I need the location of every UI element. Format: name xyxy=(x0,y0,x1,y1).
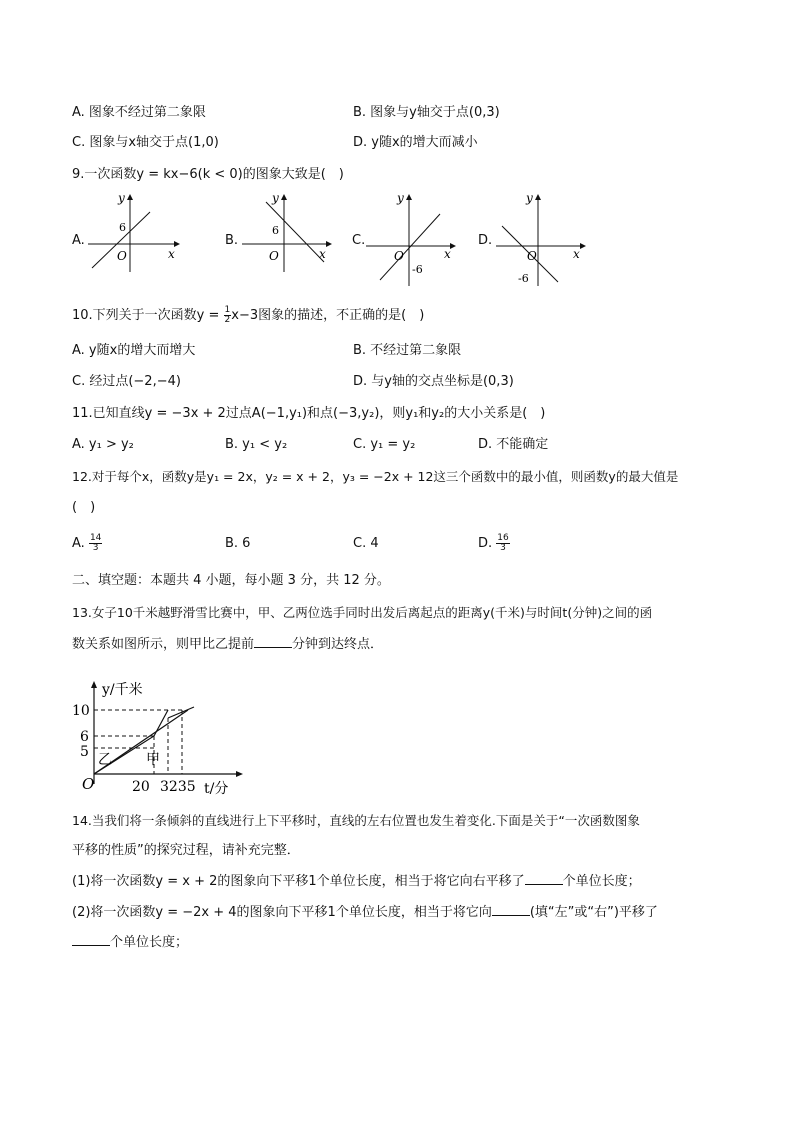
q13-xtick-3235: 3235 xyxy=(160,779,196,795)
q14-part2-cont xyxy=(72,933,188,952)
q9-stem: 9.一次函数y = kx−6(k < 0)的图象大致是( ) xyxy=(72,167,344,182)
q10-frac-den: 2 xyxy=(224,315,231,325)
q9b-o: O xyxy=(269,249,279,263)
q9-graph-b xyxy=(238,192,333,272)
q10-stem-pre: 10.下列关于一次函数y = xyxy=(72,308,220,323)
q11-option-a: A. y₁ > y₂ xyxy=(72,437,134,452)
q12-d-label: D. xyxy=(478,536,493,551)
q11-stem: 11.已知直线y = −3x + 2过点A(−1,y₁)和点(−3,y₂)，则y₁和y₂的大小关系是( ) xyxy=(72,406,546,421)
q9c-o: O xyxy=(394,249,404,263)
q14-line1: 14.当我们将一条倾斜的直线进行上下平移时，直线的左右位置也发生着变化.下面是关于“一次函数图象 xyxy=(72,813,640,828)
q9d-x: x xyxy=(573,247,580,261)
q14-line2: 平移的性质”的探究过程，请补充完整． xyxy=(72,843,300,858)
q9c-neg-six: -6 xyxy=(412,263,423,276)
q9b-y: y xyxy=(272,192,279,205)
q9a-x: x xyxy=(168,247,175,261)
q9d-neg-six: -6 xyxy=(518,272,529,285)
q12-d-fraction xyxy=(496,534,509,553)
q14-part2 xyxy=(72,903,658,922)
q11-option-c: C. y₁ = y₂ xyxy=(353,437,416,452)
q13-label-yi: 乙 xyxy=(98,752,112,768)
q8-option-a: A. 图象不经过第二象限 xyxy=(72,105,206,120)
q14-part2-blank-units xyxy=(72,933,110,946)
q10-frac-num: 1 xyxy=(224,305,231,315)
q11-option-b: B. y₁ < y₂ xyxy=(225,437,288,452)
q14-part1 xyxy=(72,872,641,891)
q13-ytick-10: 10 xyxy=(72,703,90,719)
q12-option-b: B. 6 xyxy=(225,536,251,551)
q13-label-jia: 甲 xyxy=(146,752,160,768)
q9-label-d: D. xyxy=(478,233,493,248)
q14-part2-pre: (2)将一次函数y = −2x + 4的图象向下平移1个单位长度，相当于将它向 xyxy=(72,905,492,920)
q13-line2-pre: 数关系如图所示，则甲比乙提前 xyxy=(72,637,255,652)
q14-part1-blank xyxy=(525,872,563,885)
q8-option-c: C. 图象与x轴交于点(1,0) xyxy=(72,135,219,150)
q13-line1: 13.女子10千米越野滑雪比赛中，甲、乙两位选手同时出发后离起点的距离y(千米)与时间t(分钟)之间的函 xyxy=(72,605,653,620)
q10-option-c: C. 经过点(−2,−4) xyxy=(72,374,181,389)
q9-graph-d xyxy=(492,192,587,287)
q12-d-num: 16 xyxy=(497,533,509,543)
q12-paren: ( ) xyxy=(72,500,96,515)
q12-option-a xyxy=(72,534,102,553)
q12-option-d xyxy=(478,534,510,553)
q9-label-a: A. xyxy=(72,233,85,248)
q13-ytick-6: 6 xyxy=(80,729,89,745)
q13-line2 xyxy=(72,635,383,654)
q9-graph-a xyxy=(86,192,181,272)
q9d-o: O xyxy=(527,249,537,263)
q12-a-den: 3 xyxy=(92,543,99,553)
q9a-six: 6 xyxy=(119,221,126,234)
q12-a-num: 14 xyxy=(89,533,102,543)
section-heading-fill-in: 二、填空题：本题共 4 小题，每小题 3 分，共 12 分。 xyxy=(72,573,390,588)
q10-option-a: A. y随x的增大而增大 xyxy=(72,343,196,358)
q10-option-d: D. 与y轴的交点坐标是(0,3) xyxy=(353,374,514,389)
q13-graph xyxy=(70,676,250,798)
q13-xtick-20: 20 xyxy=(132,779,150,795)
q11-option-d: D. 不能确定 xyxy=(478,437,549,452)
q9-label-c: C. xyxy=(352,233,366,248)
q13-line2-post: 分钟到达终点． xyxy=(292,637,384,652)
q9a-y: y xyxy=(118,192,125,205)
q13-ylabel: y/千米 xyxy=(102,682,143,698)
q10-option-b: B. 不经过第二象限 xyxy=(353,343,462,358)
q12-option-c: C. 4 xyxy=(353,536,379,551)
q13-origin: O xyxy=(82,775,95,793)
q8-option-b: B. 图象与y轴交于点(0,3) xyxy=(353,105,500,120)
q9a-o: O xyxy=(117,249,127,263)
q12-a-label: A. xyxy=(72,536,85,551)
q9b-six: 6 xyxy=(272,224,279,237)
q12-a-fraction xyxy=(89,534,102,553)
q8-option-d: D. y随x的增大而减小 xyxy=(353,135,478,150)
q13-ytick-5: 5 xyxy=(80,744,89,760)
q14-part2-blank-direction xyxy=(492,903,530,916)
q10-stem-post: x−3图象的描述，不正确的是( ) xyxy=(231,308,425,323)
q12-stem: 12.对于每个x，函数y是y₁ = 2x，y₂ = x + 2，y₃ = −2x + 12这三个函数中的最小值，则函数y的最大值是 xyxy=(72,469,679,484)
q14-part1-pre: (1)将一次函数y = x + 2的图象向下平移1个单位长度，相当于将它向右平移了 xyxy=(72,874,525,889)
q9-graph-c xyxy=(362,192,457,287)
q13-xlabel: t/分 xyxy=(204,781,229,797)
q10-stem xyxy=(72,306,424,325)
q9c-y: y xyxy=(397,192,404,205)
q9d-y: y xyxy=(526,192,533,205)
q12-d-den: 3 xyxy=(500,543,506,553)
q13-answer-blank xyxy=(254,635,292,648)
q9-label-b: B. xyxy=(225,233,239,248)
q14-part2-mid: (填“左”或“右”)平移了 xyxy=(529,905,658,920)
q9c-x: x xyxy=(444,247,451,261)
q9b-x: x xyxy=(319,247,326,261)
q14-part2-post: 个单位长度； xyxy=(110,935,189,950)
q14-part1-post: 个单位长度； xyxy=(562,874,641,889)
